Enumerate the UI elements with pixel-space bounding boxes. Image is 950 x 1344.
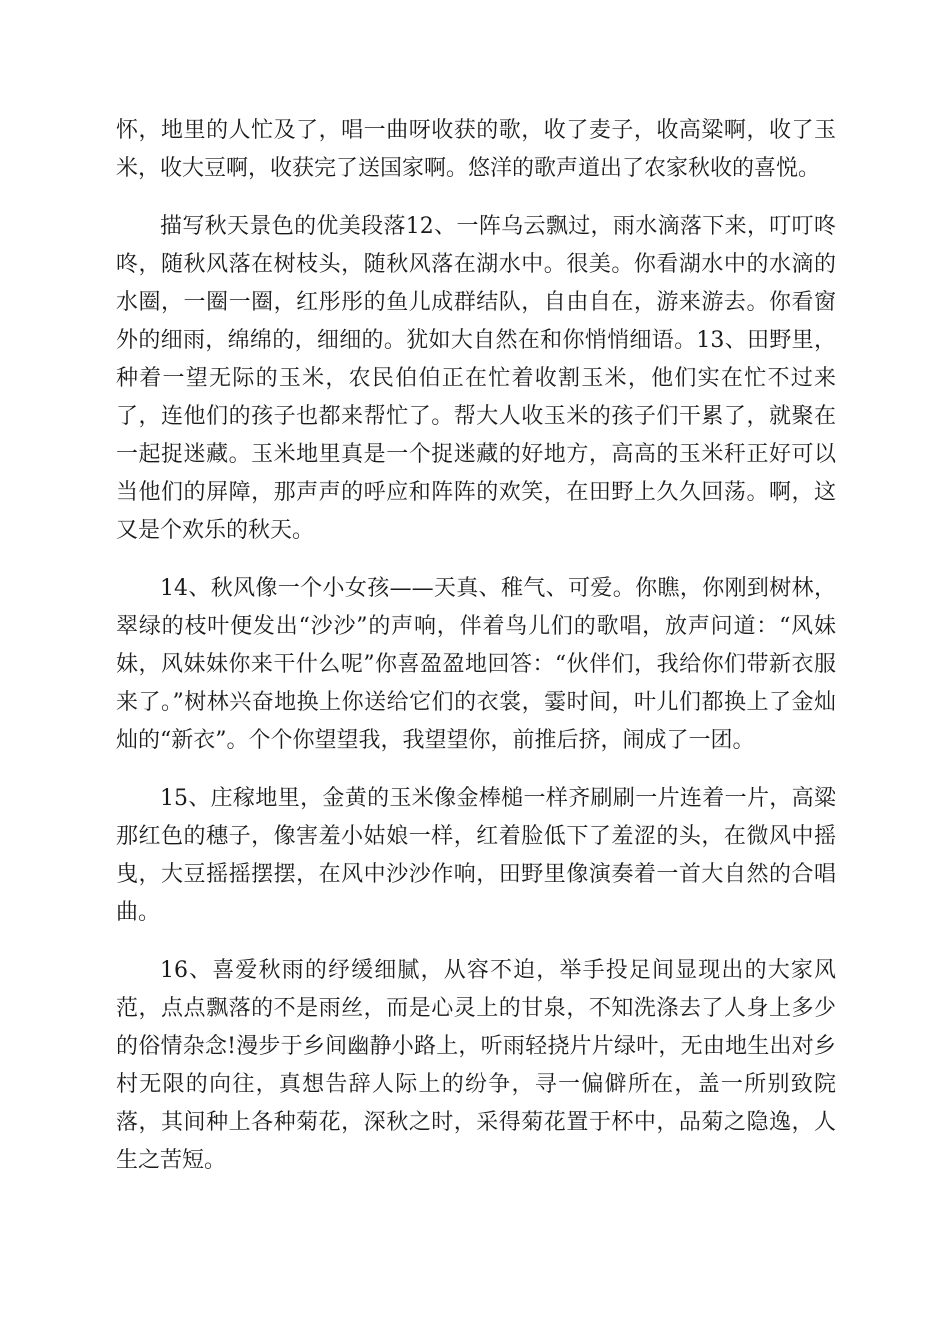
- paragraph-15: 15、庄稼地里，金黄的玉米像金棒槌一样齐刷刷一片连着一片，高粱那红色的穗子，像害羞小姑娘一样，红着脸低下了羞涩的头，在微风中摇曳，大豆摇摇摆摆，在风中沙沙作响，田野里像演奏着一首大自然的合唱曲。: [116, 786, 836, 925]
- paragraph-14: 14、秋风像一个小女孩——天真、稚气、可爱。你瞧，你刚到树林，翠绿的枝叶便发出“沙沙”的声响，伴着鸟儿们的歌唱，放声问道：“风妹妹，风妹妹你来干什么呢”你喜盈盈地回答：“伙伴们，我给你们带新衣服来了。”树林兴奋地换上你送给它们的衣裳，霎时间，叶儿们都换上了金灿灿的“新衣”。个个你望望我，我望望你，前推后挤，闹成了一团。: [116, 576, 836, 753]
- paragraph-12-13: 描写秋天景色的优美段落12、一阵乌云飘过，雨水滴落下来，叮叮咚咚，随秋风落在树枝头，随秋风落在湖水中。很美。你看湖水中的水滴的水圈，一圈一圈，红彤彤的鱼儿成群结队，自由自在，游来游去。你看窗外的细雨，绵绵的，细细的。犹如大自然在和你悄悄细语。13、田野里，种着一望无际的玉米，农民伯伯正在忙着收割玉米，他们实在忙不过来了，连他们的孩子也都来帮忙了。帮大人收玉米的孩子们干累了，就聚在一起捉迷藏。玉米地里真是一个捉迷藏的好地方，高高的玉米秆正好可以当他们的屏障，那声声的呼应和阵阵的欢笑，在田野上久久回荡。啊，这又是个欢乐的秋天。: [116, 214, 836, 543]
- paragraph-continuation: 怀，地里的人忙及了，唱一曲呀收获的歌，收了麦子，收高粱啊，收了玉米，收大豆啊，收获完了送国家啊。悠洋的歌声道出了农家秋收的喜悦。: [116, 118, 836, 181]
- paragraph-16: 16、喜爱秋雨的纾缓细腻，从容不迫，举手投足间显现出的大家风范，点点飘落的不是雨丝，而是心灵上的甘泉，不知洗涤去了人身上多少的俗情杂念!漫步于乡间幽静小路上，听雨轻挠片片绿叶，无由地生出对乡村无限的向往，真想告辞人际上的纷争，寻一偏僻所在，盖一所别致院落，其间种上各种菊花，深秋之时，采得菊花置于杯中，品菊之隐逸，人生之苦短。: [116, 958, 836, 1173]
- body-text: [116, 112, 836, 1200]
